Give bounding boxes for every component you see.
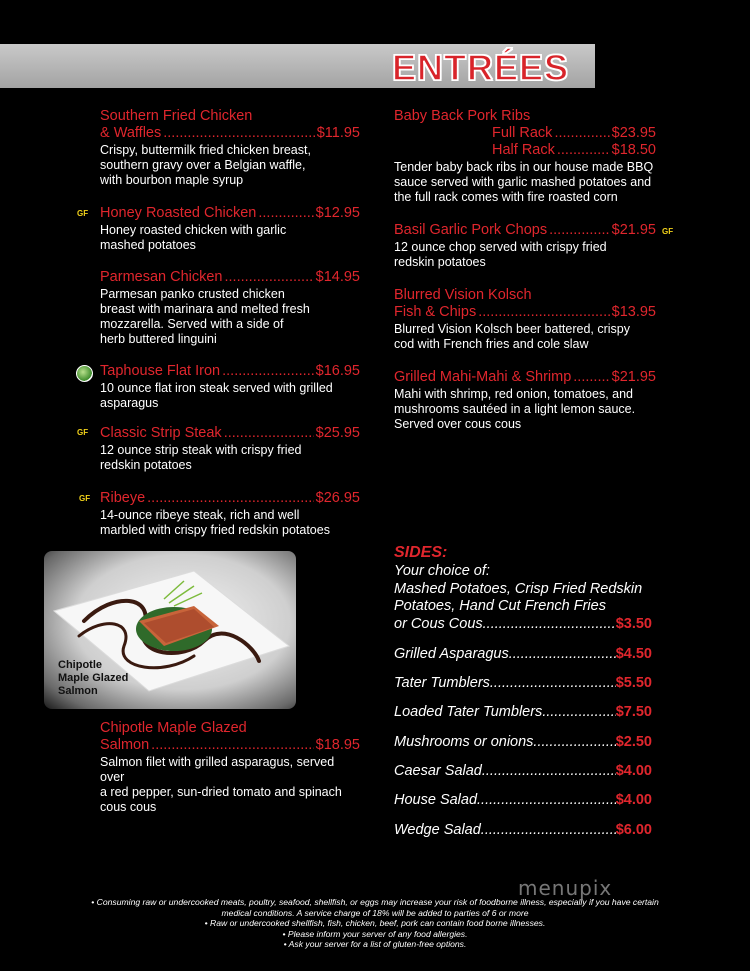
menu-item-honey-roasted-chicken [100,205,360,253]
sub-item-label: Full Rack [492,125,553,141]
gluten-free-badge: GF [79,494,91,503]
watermark-logo: menupix [518,876,613,900]
item-description: Salmon filet with grilled asparagus, served over a red pepper, sun-dried tomato and spinach cous cous [100,755,342,814]
item-price: $26.95 [315,490,360,506]
sides-heading: SIDES: [394,544,448,561]
item-name: Grilled Mahi-Mahi & Shrimp [394,369,572,385]
footer-disclaimer: • Consuming raw or undercooked meats, poultry, seafood, shellfish, or eggs may increase your risk of foodborne illness, especially if you have certain medical conditions. A service charge of 18% will be added to parties of 6 or more • Raw or undercooked shellfish, fish, chicken, beef, pork can contain food borne illnesses. • Please inform your server of any food allergies. • Ask your server for a list of gluten-free options. [91,897,659,950]
item-name: Salmon [100,737,150,753]
item-description: 10 ounce flat iron steak served with grilled asparagus [100,381,333,410]
item-name: Honey Roasted Chicken [100,205,257,221]
salmon-photo [44,551,296,709]
side-item: Mushrooms or onions ..... $2.50 [394,734,652,750]
item-name: Fish & Chips [394,304,477,320]
item-description: Crispy, buttermilk fried chicken breast, southern gravy over a Belgian waffle, with bourbon maple syrup [100,143,311,187]
item-description: 12 ounce chop served with crispy fried redskin potatoes [394,240,607,269]
side-item: House Salad ..... $4.00 [394,792,652,808]
item-price: $11.95 [316,125,360,141]
menu-item-baby-back-ribs [394,108,656,205]
menu-item-parmesan-chicken [100,269,360,347]
menu-item-fish-and-chips [394,287,656,352]
item-price: $14.95 [315,269,360,285]
gluten-free-badge: GF [77,428,89,437]
item-name-price-row [100,125,360,142]
item-price: $13.95 [611,304,656,320]
item-description: Tender baby back ribs in our house made BBQ sauce served with garlic mashed potatoes and the full rack comes with fire roasted corn [394,160,654,204]
item-name: Southern Fried Chicken [100,108,253,124]
item-name: Ribeye [100,490,146,506]
item-name: Basil Garlic Pork Chops [394,222,548,238]
item-price: $21.95 [611,222,656,238]
item-name: Blurred Vision Kolsch [394,287,532,303]
photo-caption: Chipotle Maple Glazed Salmon [58,659,129,697]
item-name: Chipotle Maple Glazed [100,720,247,736]
item-price: $18.50 [611,142,656,158]
item-name: Parmesan Chicken [100,269,223,285]
item-price: $25.95 [315,425,360,441]
sub-item-label: Half Rack [492,142,555,158]
item-price: $21.95 [611,369,656,385]
item-price: $16.95 [315,363,360,379]
item-description: Mahi with shrimp, red onion, tomatoes, and mushrooms sautéed in a light lemon sauce. Served over cous cous [394,387,636,431]
side-item: Tater Tumblers ..... $5.50 [394,675,652,691]
item-description: 14-ounce ribeye steak, rich and well marbled with crispy fried redskin potatoes [100,508,330,537]
sides-intro: Your choice of: Mashed Potatoes, Crisp Fried Redskin Potatoes, Hand Cut French Fries [394,563,643,614]
menu-item-ribeye [100,490,360,538]
page-title: ENTRÉES [392,47,570,88]
item-price: $12.95 [315,205,360,221]
menu-item-taphouse-flat-iron [100,363,360,411]
item-description: Blurred Vision Kolsch beer battered, crispy cod with French fries and cole slaw [394,322,630,351]
item-name: & Waffles [100,125,162,141]
menu-item-basil-garlic-pork-chops [394,222,656,270]
item-name: Classic Strip Steak [100,425,222,441]
gluten-free-badge: GF [662,227,674,236]
menu-item-southern-fried-chicken [100,108,360,188]
item-price: $18.95 [315,737,360,753]
side-item: Wedge Salad ..... $6.00 [394,822,652,838]
item-name: Taphouse Flat Iron [100,363,221,379]
side-item: or Cous Cous ..... $3.50 [394,616,652,632]
side-item: Loaded Tater Tumblers ..... $7.50 [394,704,652,720]
item-description: Parmesan panko crusted chicken breast with marinara and melted fresh mozzarella. Served with a side of herb buttered linguini [100,287,310,346]
gluten-free-badge: GF [77,209,89,218]
menu-item-mahi-mahi-shrimp [394,369,656,432]
side-item: Caesar Salad ..... $4.00 [394,763,652,779]
item-description: Honey roasted chicken with garlic mashed potatoes [100,223,287,252]
menu-item-chipotle-salmon [100,720,360,815]
item-price: $23.95 [611,125,656,141]
item-name: Baby Back Pork Ribs [394,108,531,124]
side-item: Grilled Asparagus ..... $4.50 [394,646,652,662]
leaf-icon [76,365,93,382]
menu-item-classic-strip-steak [100,425,360,473]
item-description: 12 ounce strip steak with crispy fried redskin potatoes [100,443,302,472]
